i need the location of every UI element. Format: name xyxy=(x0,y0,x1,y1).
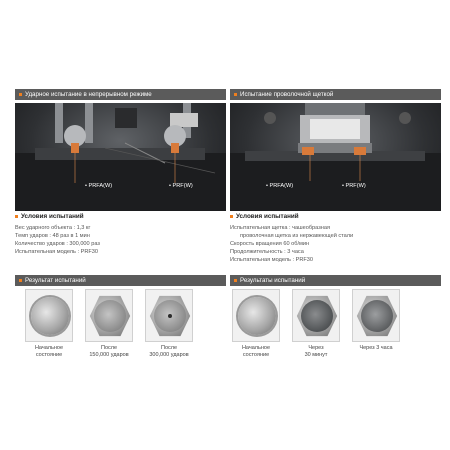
sample-300000 xyxy=(145,289,193,342)
condition-item: Скорость вращения 60 об/мин xyxy=(230,241,310,248)
title-bullet-icon xyxy=(15,215,18,218)
caption-initial: Начальное состояние xyxy=(34,345,64,358)
condition-item: Испытательная щетка : чашеобразная xyxy=(230,225,331,231)
sample-30min xyxy=(292,289,340,342)
sample-initial xyxy=(232,289,280,342)
results-header: Результат испытаний xyxy=(15,275,226,286)
wire-brush-illustration xyxy=(230,103,441,211)
impact-machine-illustration xyxy=(15,103,226,211)
header-bullet-icon xyxy=(19,279,22,282)
conditions-list xyxy=(230,224,441,264)
sample-initial xyxy=(25,289,73,342)
photo-label-prfa: • PRFA(W) xyxy=(85,183,113,189)
condition-item: проволочная щетка из нержавеющей стали xyxy=(240,233,354,240)
condition-item: Количество ударов : 300,000 раз xyxy=(15,241,100,248)
conditions-title: Условия испытаний xyxy=(15,213,84,220)
impact-test-header: Ударное испытание в непрерывном режиме xyxy=(15,89,226,100)
impact-mark xyxy=(168,314,172,318)
sample-3h xyxy=(352,289,400,342)
condition-item: Испытательная модель : PRF30 xyxy=(15,249,99,256)
photo-label-prf: • PRF(W) xyxy=(169,183,193,189)
conditions-title: Условия испытаний xyxy=(230,213,299,220)
condition-item: Продолжительность : 3 часа xyxy=(230,249,304,256)
photo-label-prfa: • PRFA(W) xyxy=(266,183,294,189)
caption-initial: Начальное состояние xyxy=(241,345,271,358)
caption-3h: Через 3 часа xyxy=(359,345,393,351)
conditions-list xyxy=(15,224,226,256)
wire-brush-test-photo xyxy=(230,103,441,211)
header-bullet-icon xyxy=(234,279,237,282)
header-bullet-icon xyxy=(234,93,237,96)
wire-brush-test-header: Испытание проволочной щеткой xyxy=(230,89,441,100)
results-header: Результаты испытаний xyxy=(230,275,441,286)
header-bullet-icon xyxy=(19,93,22,96)
condition-item: Вес ударного объекта : 1,3 кг xyxy=(15,225,91,231)
result-samples xyxy=(15,289,226,344)
sample-disk-image xyxy=(238,297,276,335)
result-samples xyxy=(230,289,441,344)
condition-item: Испытательная модель : PRF30 xyxy=(230,257,314,264)
photo-label-prf: • PRF(W) xyxy=(342,183,366,189)
caption-30min: Через 30 минут xyxy=(304,345,328,358)
impact-test-photo xyxy=(15,103,226,211)
caption-150000: После 150,000 ударов xyxy=(89,345,129,358)
caption-300000: После 300,000 ударов xyxy=(149,345,189,358)
sample-disk-image xyxy=(31,297,69,335)
condition-item: Темп ударов : 48 раз в 1 мин xyxy=(15,233,90,240)
sample-150000 xyxy=(85,289,133,342)
title-bullet-icon xyxy=(230,215,233,218)
